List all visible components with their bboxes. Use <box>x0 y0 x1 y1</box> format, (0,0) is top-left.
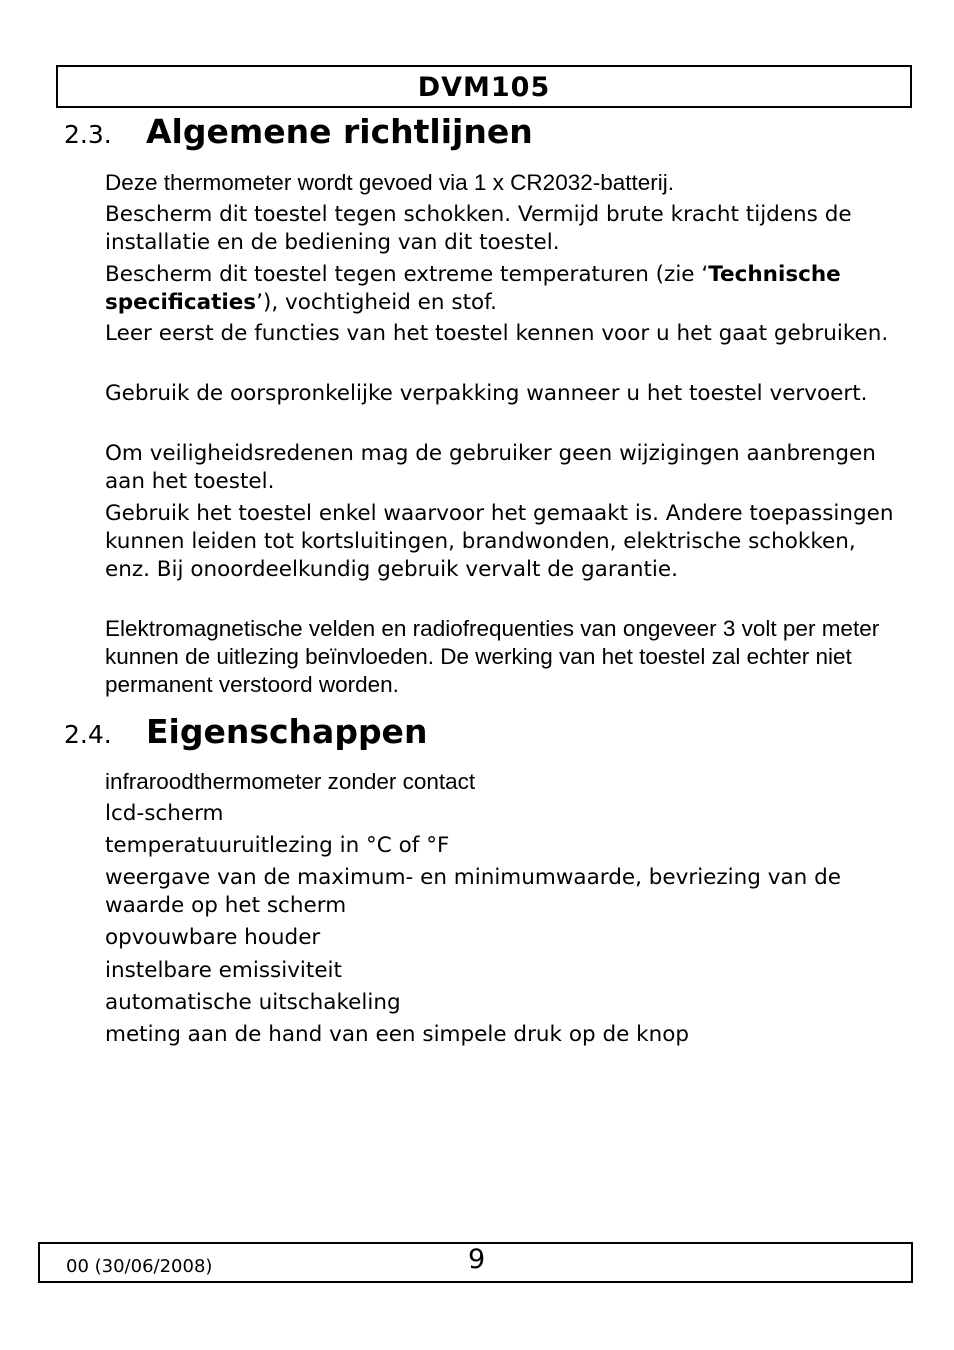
footer-version: 00 (30/06/2008) <box>66 1256 213 1277</box>
paragraph-temperature-text-1: Bescherm dit toestel tegen extreme temperaturen (zie ‘ <box>105 262 709 287</box>
section-title: Eigenschappen <box>146 712 428 751</box>
feature-item: temperatuuruitlezing in °C of °F <box>105 833 450 858</box>
feature-item: instelbare emissiviteit <box>105 958 342 983</box>
page-number: 9 <box>468 1244 486 1275</box>
feature-item: automatische uitschakeling <box>105 990 401 1015</box>
paragraph-shock: Bescherm dit toestel tegen schokken. Vermijd brute kracht tijdens de installatie en de bediening van dit toestel. <box>105 202 852 255</box>
feature-item: meting aan de hand van een simpele druk op de knop <box>105 1022 690 1047</box>
paragraph-electromagnetic: Elektromagnetische velden en radiofrequenties van ongeveer 3 volt per meter kunnen de uitlezing beïnvloeden. De werking van het toestel zal echter niet permanent verstoord worden. <box>105 616 880 697</box>
paragraph-modifications: Om veiligheidsredenen mag de gebruiker geen wijzigingen aanbrengen aan het toestel. <box>105 441 876 494</box>
paragraph-usage: Gebruik het toestel enkel waarvoor het gemaakt is. Andere toepassingen kunnen leiden tot kortsluitingen, brandwonden, elektrische schokken, enz. Bij onoordeelkundig gebruik vervalt de garantie. <box>105 501 894 582</box>
paragraph-temperature-text-2: ’), vochtigheid en stof. <box>256 290 497 315</box>
paragraph-battery: Deze thermometer wordt gevoed via 1 x CR2032-batterij. <box>105 170 675 195</box>
feature-item: infraroodthermometer zonder contact <box>105 769 476 794</box>
section-number: 2.4. <box>64 720 112 749</box>
document-header <box>56 65 912 108</box>
header-title: DVM105 <box>417 72 551 103</box>
document-footer <box>38 1242 913 1283</box>
paragraph-packaging: Gebruik de oorspronkelijke verpakking wanneer u het toestel vervoert. <box>105 381 868 406</box>
section-heading-general <box>64 112 533 151</box>
feature-item: lcd-scherm <box>105 801 224 826</box>
feature-item: weergave van de maximum- en minimumwaarde, bevriezing van de waarde op het scherm <box>105 865 841 918</box>
feature-item: opvouwbare houder <box>105 925 321 950</box>
section-number: 2.3. <box>64 120 112 149</box>
technical-specs-reference: Technische specificaties <box>105 262 841 315</box>
section-heading-features <box>64 712 427 751</box>
section-title: Algemene richtlijnen <box>146 112 533 151</box>
paragraph-temperature <box>105 261 905 317</box>
paragraph-functions: Leer eerst de functies van het toestel kennen voor u het gaat gebruiken. <box>105 321 889 346</box>
